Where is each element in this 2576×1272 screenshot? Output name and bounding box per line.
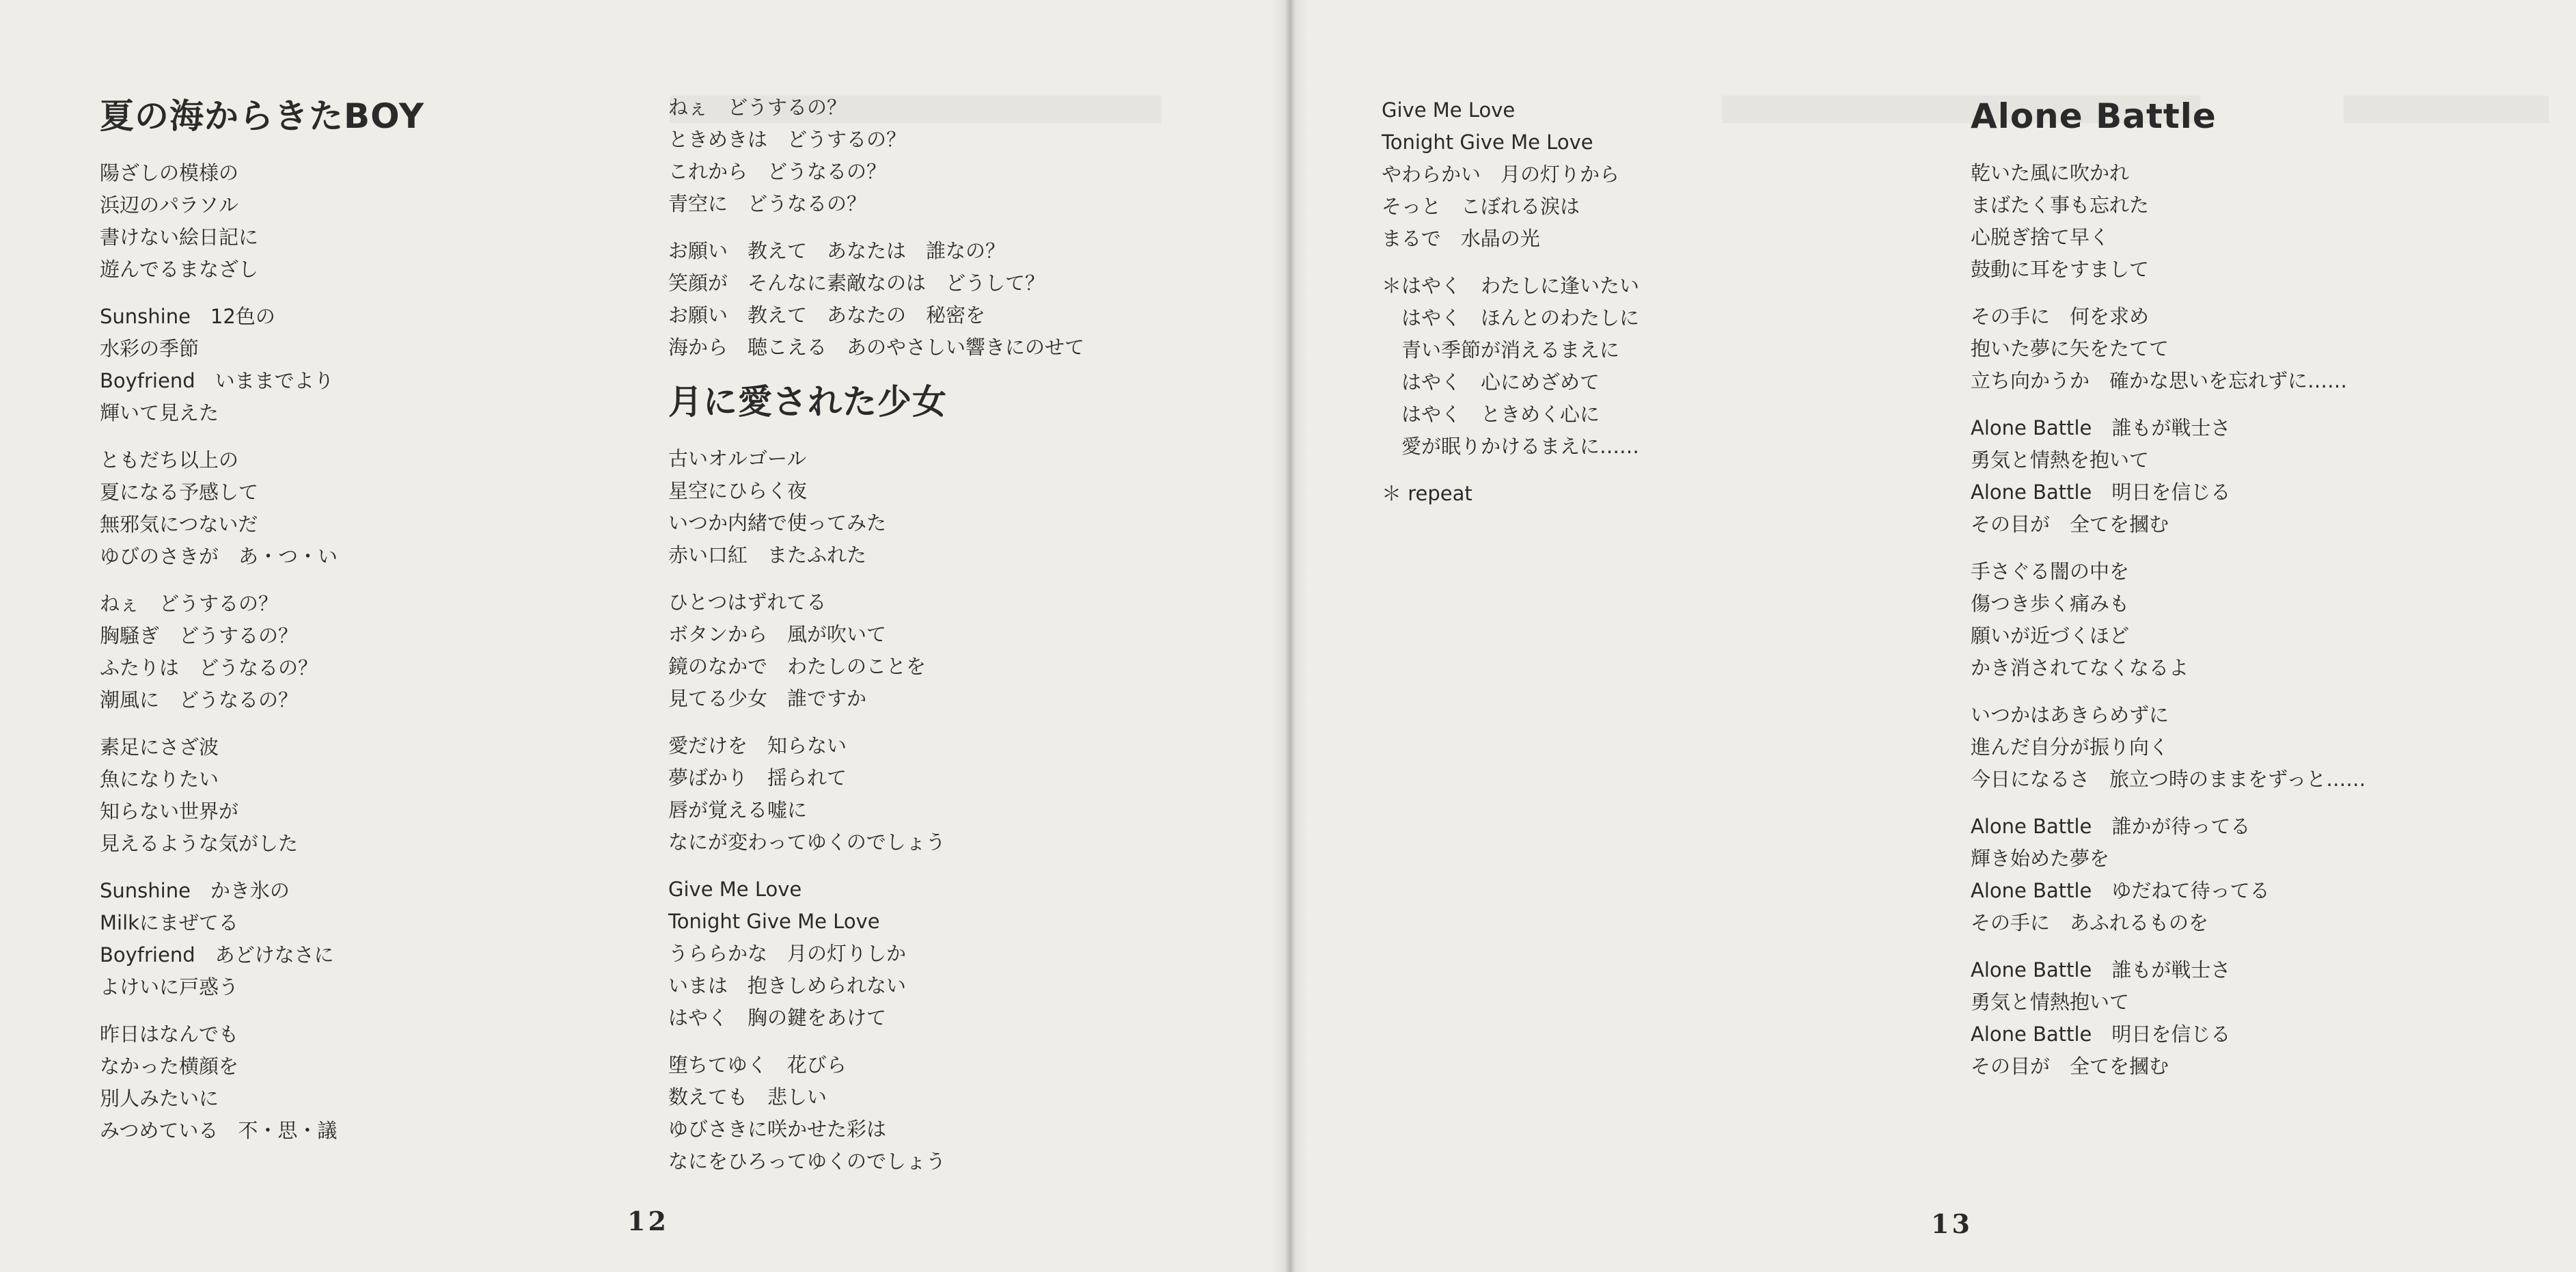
- lyric-line: なかった横顔を: [100, 1055, 239, 1078]
- lyric-line: ふたりは どうなるの？: [100, 656, 318, 679]
- song-lyrics: [668, 92, 1263, 364]
- lyric-line: Give Me Love: [668, 878, 802, 901]
- lyric-stanza: [100, 301, 660, 429]
- lyric-line: 進んだ自分が振り向く: [1971, 735, 2169, 759]
- song-lyrics: [668, 443, 1263, 1178]
- lyric-line: 乾いた風に吹かれ: [1971, 161, 2130, 185]
- lyric-line: Alone Battle 明日を信じる: [1971, 1023, 2231, 1046]
- lyric-line: ときめきは どうするの？: [668, 128, 907, 151]
- book-fold: [1272, 0, 1308, 1272]
- song-column: [1971, 96, 2551, 1098]
- page-number: 12: [627, 1206, 669, 1236]
- lyric-line: 青空に どうなるの？: [668, 192, 867, 215]
- lyric-line: 青い季節が消えるまえに: [1382, 338, 1620, 362]
- lyric-line: 陽ざしの模様の: [100, 161, 239, 185]
- lyric-line: 夢ばかり 揺られて: [668, 766, 847, 789]
- lyric-line: 手さぐる闇の中を: [1971, 560, 2130, 583]
- lyric-line: 傷つき歩く痛みも: [1971, 592, 2130, 615]
- lyric-line: いまは 抱きしめられない: [668, 974, 907, 997]
- lyric-line: その手に あふれるものを: [1971, 911, 2209, 934]
- lyric-line: 胸騒ぎ どうするの？: [100, 624, 299, 647]
- lyric-line: Alone Battle 誰かが待ってる: [1971, 815, 2251, 838]
- lyric-line: 書けない絵日記に: [100, 226, 259, 249]
- lyric-line: Alone Battle ゆだねて待ってる: [1971, 879, 2270, 902]
- lyric-line: 心脱ぎ捨て早く: [1971, 226, 2110, 249]
- lyric-line: いつかはあきらめずに: [1971, 703, 2169, 727]
- lyric-line: Tonight Give Me Love: [1382, 131, 1593, 154]
- lyric-line: 願いが近づくほど: [1971, 624, 2130, 647]
- song-column: [668, 92, 1263, 1193]
- lyric-stanza: [100, 1018, 660, 1147]
- lyric-line: 堕ちてゆく 花びら: [668, 1053, 847, 1077]
- lyric-line: 水彩の季節: [100, 337, 200, 360]
- lyric-line: Alone Battle 明日を信じる: [1971, 481, 2231, 504]
- lyric-stanza: [100, 875, 660, 1003]
- lyric-line: 抱いた夢に矢をたてて: [1971, 337, 2169, 360]
- lyric-line: 輝き始めた夢を: [1971, 847, 2110, 870]
- lyric-line: うららかな 月の灯りしか: [668, 942, 907, 965]
- lyric-line: 鏡のなかで わたしのことを: [668, 655, 927, 678]
- lyric-line: 勇気と情熱抱いて: [1971, 990, 2130, 1014]
- lyric-line: 数えても 悲しい: [668, 1085, 827, 1109]
- lyric-line: やわらかい 月の灯りから: [1382, 163, 1620, 186]
- lyric-line: 愛だけを 知らない: [668, 734, 847, 757]
- lyric-line: まばたく事も忘れた: [1971, 193, 2150, 217]
- lyric-line: 素足にさざ波: [100, 735, 219, 759]
- lyric-stanza: [1382, 478, 1942, 510]
- lyric-line: Sunshine 12色の: [100, 305, 275, 328]
- song-lyrics: [1382, 94, 1942, 510]
- lyric-line: Alone Battle 誰もが戦士さ: [1971, 958, 2231, 982]
- lyric-line: 愛が眠りかけるまえに……: [1382, 435, 1640, 458]
- lyric-line: その目が 全てを摑む: [1971, 1055, 2169, 1078]
- lyric-line: なにが変わってゆくのでしょう: [668, 830, 946, 854]
- lyric-stanza: [668, 1049, 1263, 1178]
- lyric-line: 別人みたいに: [100, 1087, 219, 1110]
- lyric-line: なにをひろってゆくのでしょう: [668, 1150, 946, 1173]
- lyric-line: 潮風に どうなるの？: [100, 688, 299, 712]
- lyric-line: ゆびのさきが あ・つ・い: [100, 545, 338, 568]
- song-column: [100, 96, 660, 1162]
- lyric-stanza: [668, 874, 1263, 1034]
- lyric-line: その目が 全てを摑む: [1971, 513, 2169, 536]
- lyric-line: そっと こぼれる涙は: [1382, 195, 1580, 218]
- lyric-stanza: [668, 235, 1263, 364]
- lyric-stanza: [1971, 556, 2551, 684]
- lyric-stanza: [1971, 412, 2551, 541]
- lyric-line: Give Me Love: [1382, 98, 1516, 122]
- lyric-line: ねぇ どうするの？: [668, 96, 847, 119]
- lyric-line: Boyfriend いままでより: [100, 369, 334, 392]
- lyric-stanza: [668, 730, 1263, 858]
- song-title: 月に愛された少女: [668, 382, 947, 422]
- lyric-stanza: [668, 586, 1263, 715]
- lyric-line: 知らない世界が: [100, 800, 239, 823]
- lyric-line: 海から 聴こえる あのやさしい響きにのせて: [668, 336, 1085, 359]
- lyric-line: ともだち以上の: [100, 448, 239, 472]
- lyric-line: 浜辺のパラソル: [100, 193, 239, 217]
- lyric-line: 見えるような気がした: [100, 832, 299, 855]
- lyric-line: 遊んでるまなざし: [100, 258, 259, 281]
- lyric-line: まるで 水晶の光: [1382, 227, 1540, 250]
- lyric-line: 無邪気につないだ: [100, 513, 258, 536]
- lyric-line: はやく 胸の鍵をあけて: [668, 1006, 887, 1029]
- lyric-stanza: [1382, 270, 1942, 463]
- lyric-stanza: [100, 588, 660, 716]
- page-number: 13: [1931, 1208, 1973, 1239]
- song-lyrics: [1971, 157, 2551, 1083]
- lyric-line: ＊ repeat: [1382, 482, 1472, 505]
- lyric-line: お願い 教えて あなたの 秘密を: [668, 303, 986, 327]
- lyric-line: その手に 何を求め: [1971, 305, 2150, 328]
- lyric-line: かき消されてなくなるよ: [1971, 656, 2189, 679]
- lyric-line: 立ち向かうか 確かな思いを忘れずに……: [1971, 369, 2348, 392]
- lyric-stanza: [1382, 94, 1942, 255]
- lyric-line: これから どうなるの？: [668, 160, 887, 183]
- lyric-line: はやく ときめく心に: [1382, 403, 1600, 426]
- lyric-line: 鼓動に耳をすまして: [1971, 258, 2150, 281]
- lyric-stanza: [1971, 699, 2551, 796]
- song-title: Alone Battle: [1971, 96, 2217, 136]
- song-title: 夏の海からきたBOY: [100, 96, 425, 136]
- lyric-line: 笑顔が そんなに素敵なのは どうして？: [668, 271, 1045, 295]
- lyric-line: お願い 教えて あなたは 誰なの？: [668, 239, 1006, 262]
- lyric-line: Sunshine かき氷の: [100, 879, 290, 902]
- lyric-stanza: [1971, 157, 2551, 286]
- lyric-line: はやく 心にめざめて: [1382, 370, 1600, 394]
- lyric-stanza: [668, 92, 1263, 220]
- lyric-stanza: [668, 443, 1263, 571]
- lyric-line: 今日になるさ 旅立つ時のままをずっと……: [1971, 768, 2366, 791]
- lyric-line: ボタンから 風が吹いて: [668, 623, 887, 646]
- lyric-line: 見てる少女 誰ですか: [668, 687, 867, 710]
- lyric-stanza: [1971, 954, 2551, 1083]
- lyric-line: ひとつはずれてる: [668, 591, 827, 614]
- lyric-line: 昨日はなんでも: [100, 1023, 239, 1046]
- lyric-stanza: [100, 444, 660, 573]
- lyric-stanza: [1971, 301, 2551, 397]
- lyric-line: ＊はやく わたしに逢いたい: [1382, 274, 1640, 297]
- lyric-stanza: [100, 731, 660, 860]
- lyric-line: よけいに戸惑う: [100, 975, 239, 999]
- lyric-line: ねぇ どうするの？: [100, 592, 279, 615]
- lyric-line: Alone Battle 誰もが戦士さ: [1971, 416, 2231, 439]
- lyric-line: 唇が覚える嘘に: [668, 798, 808, 822]
- lyric-line: みつめている 不・思・議: [100, 1119, 338, 1142]
- lyric-line: 星空にひらく夜: [668, 479, 808, 502]
- lyric-line: いつか内緒で使ってみた: [668, 511, 887, 534]
- lyric-line: 輝いて見えた: [100, 401, 219, 424]
- lyric-line: 勇気と情熱を抱いて: [1971, 448, 2150, 472]
- song-column: [1382, 94, 1942, 525]
- lyric-line: Tonight Give Me Love: [668, 910, 880, 933]
- lyric-stanza: [100, 157, 660, 286]
- lyric-line: 赤い口紅 またふれた: [668, 543, 867, 567]
- lyric-line: はやく ほんとのわたしに: [1382, 306, 1640, 329]
- song-lyrics: [100, 157, 660, 1147]
- lyric-line: Boyfriend あどけなさに: [100, 943, 334, 966]
- lyric-stanza: [1971, 811, 2551, 939]
- lyric-line: 夏になる予感して: [100, 481, 259, 504]
- lyric-line: 魚になりたい: [100, 768, 219, 791]
- lyric-line: 古いオルゴール: [668, 447, 807, 470]
- lyric-line: Milkにまぜてる: [100, 911, 238, 934]
- lyric-line: ゆびさきに咲かせた彩は: [668, 1118, 887, 1141]
